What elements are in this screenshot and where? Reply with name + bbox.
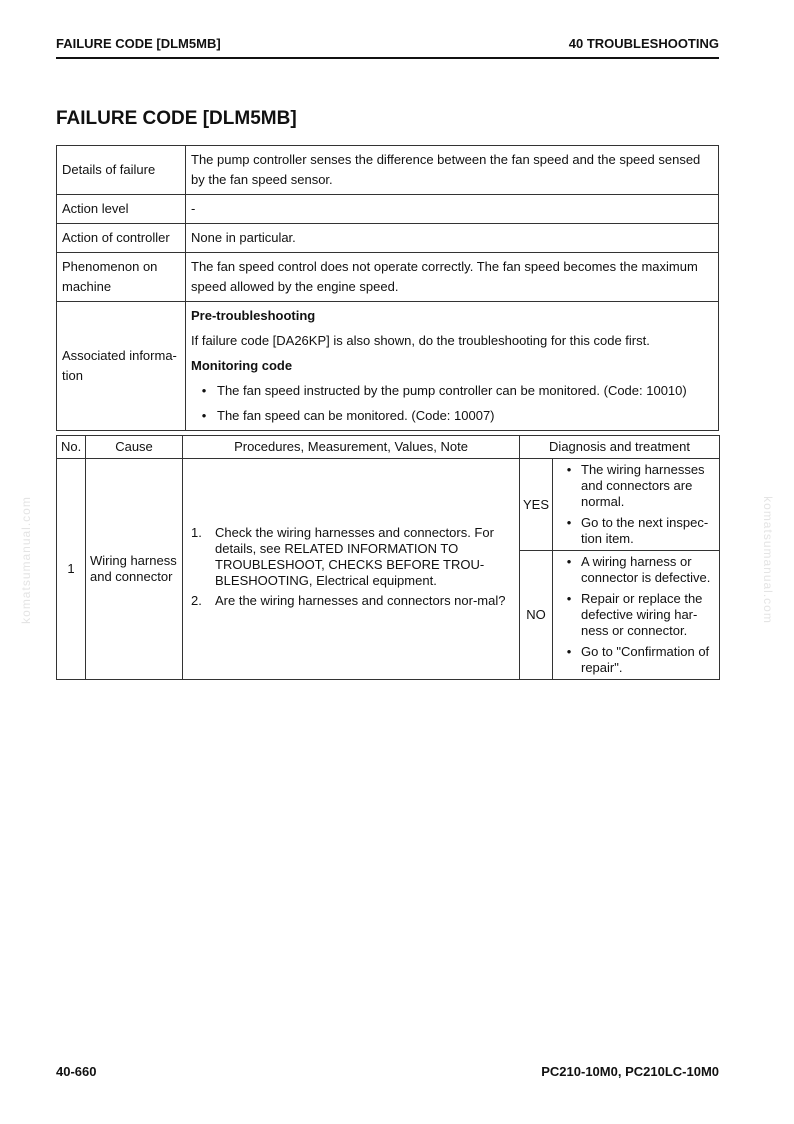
details-value: The pump controller senses the difference between the fan speed and the speed sensed by the fan speed sensor. (186, 146, 719, 195)
troubleshooting-table (56, 435, 720, 680)
associated-label: Associated informa-tion (57, 302, 186, 431)
action-level-row (57, 195, 719, 224)
bullet-icon: • (566, 591, 572, 606)
yes-treatment-list (557, 462, 715, 547)
step-number: 1. (191, 525, 202, 540)
table-header-row (57, 436, 720, 459)
list-item (557, 462, 715, 510)
yes-label: YES (520, 459, 553, 551)
list-item (557, 515, 715, 547)
list-item (557, 554, 715, 586)
list-item (557, 644, 715, 676)
no-treatment-list (557, 554, 715, 676)
action-controller-row (57, 224, 719, 253)
action-controller-value: None in particular. (186, 224, 719, 253)
failure-info-table (56, 145, 719, 431)
list-item (187, 593, 515, 609)
action-controller-label: Action of controller (57, 224, 186, 253)
phenomenon-label: Phenomenon on machine (57, 253, 186, 302)
treatment-text: Repair or replace the defective wiring har-ness or connector. (581, 591, 703, 638)
details-label: Details of failure (57, 146, 186, 195)
bullet-icon: • (566, 644, 572, 659)
header-procedures: Procedures, Measurement, Values, Note (183, 436, 520, 459)
header-rule (56, 57, 719, 59)
bullet-icon: • (566, 515, 572, 530)
header-no: No. (57, 436, 86, 459)
monitoring-item-text: The fan speed can be monitored. (Code: 10007) (217, 408, 495, 423)
page-title: FAILURE CODE [DLM5MB] (56, 108, 297, 129)
bullet-icon: • (201, 383, 207, 398)
treatment-text: The wiring harnesses and connectors are normal. (581, 462, 705, 509)
monitoring-code-list (191, 381, 713, 426)
watermark-left: komatsumanual.com (19, 496, 33, 624)
model-names: PC210-10M0, PC210LC-10M0 (541, 1064, 719, 1079)
phenomenon-row (57, 253, 719, 302)
yes-treatment (553, 459, 720, 551)
step-number: 2. (191, 593, 202, 608)
details-row (57, 146, 719, 195)
monitoring-code-title: Monitoring code (191, 358, 293, 373)
list-item (191, 406, 713, 426)
procedure-steps (187, 525, 515, 609)
header-left-title: FAILURE CODE [DLM5MB] (56, 36, 221, 51)
list-item (557, 591, 715, 639)
associated-value (186, 302, 719, 431)
running-footer (56, 1064, 719, 1079)
page-number: 40-660 (56, 1064, 97, 1079)
no-label: NO (520, 551, 553, 680)
watermark-right: komatsumanual.com (761, 496, 775, 624)
header-cause: Cause (86, 436, 183, 459)
row-number: 1 (57, 459, 86, 680)
monitoring-item-text: The fan speed instructed by the pump controller can be monitored. (Code: 10010) (217, 383, 687, 398)
step-text: Check the wiring harnesses and connectors. For details, see RELATED INFORMATION TO TROUBLESHOOT, CHECKS BEFORE TROU-BLESHOOTING, Electrical equipment. (215, 525, 494, 588)
table-row (57, 459, 720, 551)
pre-troubleshooting-title: Pre-troubleshooting (191, 308, 316, 323)
bullet-icon: • (566, 462, 572, 477)
bullet-icon: • (566, 554, 572, 569)
row-cause: Wiring harness and connector (86, 459, 183, 680)
treatment-text: Go to the next inspec-tion item. (581, 515, 709, 546)
treatment-text: Go to "Confirmation of repair". (581, 644, 710, 675)
bullet-icon: • (201, 408, 207, 423)
list-item (187, 525, 515, 589)
phenomenon-value: The fan speed control does not operate correctly. The fan speed becomes the maximum speed allowed by the engine speed. (186, 253, 719, 302)
action-level-label: Action level (57, 195, 186, 224)
row-procedures (183, 459, 520, 680)
associated-row (57, 302, 719, 431)
header-diagnosis: Diagnosis and treatment (520, 436, 720, 459)
running-header (56, 36, 719, 51)
pre-troubleshooting-text: If failure code [DA26KP] is also shown, do the troubleshooting for this code first. (191, 333, 650, 348)
action-level-value: - (186, 195, 719, 224)
list-item (191, 381, 713, 401)
step-text: Are the wiring harnesses and connectors nor-mal? (215, 593, 506, 608)
header-section-title: 40 TROUBLESHOOTING (568, 36, 719, 51)
treatment-text: A wiring harness or connector is defective. (581, 554, 711, 585)
no-treatment (553, 551, 720, 680)
